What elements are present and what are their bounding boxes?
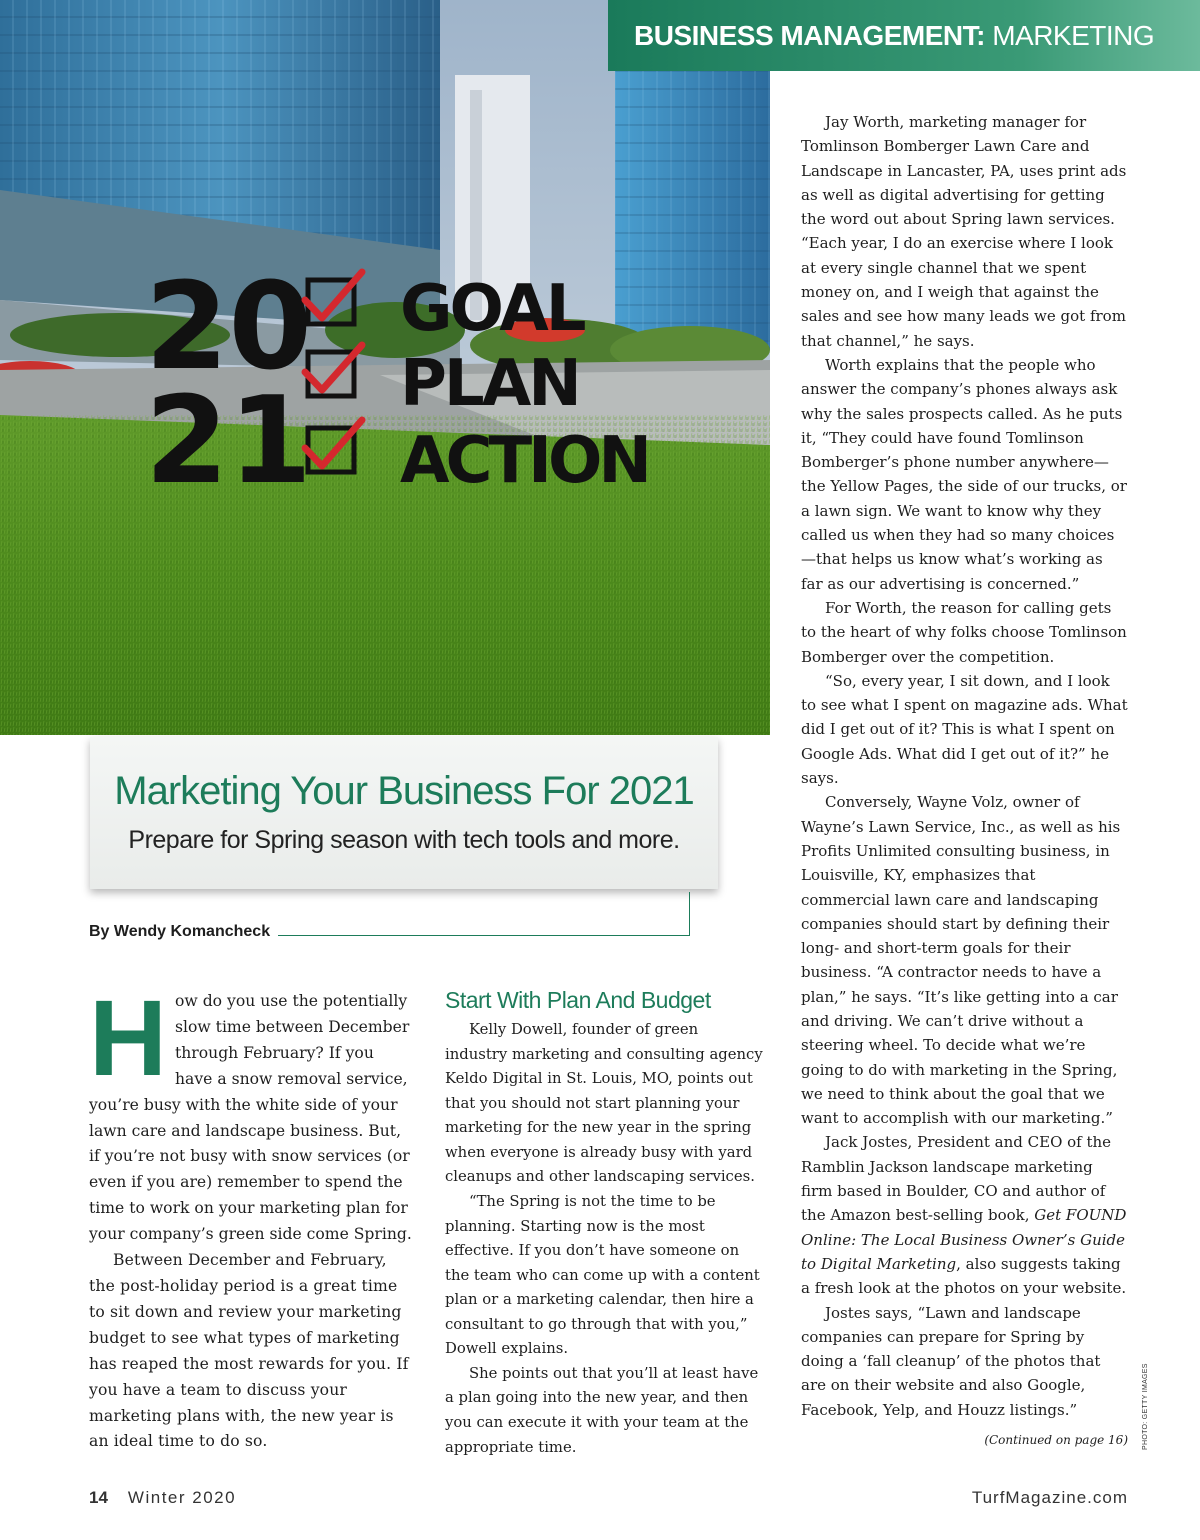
photo-credit: PHOTO: GETTY IMAGES — [1142, 1363, 1149, 1450]
hero-year-top: 20 — [145, 258, 312, 397]
text-run: Jack Jostes, President and CEO of the Ramblin Jackson landscape marketing firm based in Boulder, CO and author of the Amazon best-selling book, — [801, 1133, 1112, 1225]
text-run: , also suggests taking a fresh look at the photos on your website. — [801, 1254, 1127, 1298]
paragraph — [801, 1130, 1128, 1300]
paragraph: Kelly Dowell, founder of green industry marketing and consulting agency Keldo Digital in St. Louis, MO, points out that you should not start planning your marketing for the new year in the spring when everyone is already busy with yard cleanups and other landscaping services. — [445, 1021, 763, 1186]
paragraph: For Worth, the reason for calling gets to the heart of why folks choose Tomlinson Bomberger over the competition. — [801, 598, 1127, 666]
paragraph: “So, every year, I sit down, and I look to see what I spent on magazine ads. What did I get out of it? This is what I spent on Google Ads. What did I get out of it?” he says. — [801, 671, 1128, 788]
paragraph: “The Spring is not the time to be planning. Starting now is the most effective. If you don’t have someone on the team who can come up with a content plan or a marketing calendar, then hire a consultant to go through that with you,” Dowell explains. — [445, 1192, 760, 1358]
continued-note: (Continued on page 16) — [984, 1433, 1128, 1448]
footer-site: TurfMagazine.com — [971, 1488, 1128, 1507]
drop-cap: H — [89, 977, 167, 1098]
subsection-label: MARKETING — [992, 20, 1155, 51]
hero-image — [0, 0, 770, 735]
book-title: Get FOUND Online: The Local Business Owner’s Guide to Digital Marketing — [801, 1206, 1127, 1273]
byline: By Wendy Komancheck — [89, 923, 278, 941]
section-label: BUSINESS MANAGEMENT: — [634, 20, 985, 51]
column-3 — [801, 110, 1128, 1452]
paragraph: ow do you use the potentially slow time between December through February? If you have a snow removal service, you’re busy with the white side of your lawn care and landscape business. But, if you’re not busy with snow services (or even if you are) remember to spend the time to work on your marketing plan for your company’s green side come Spring. — [89, 992, 412, 1244]
byline-rule-vertical — [689, 892, 690, 936]
paragraph: Between December and February, the post-holiday period is a great time to sit down and review your marketing budget to see what types of marketing has reaped the most rewards for you. If you have a team to discuss your marketing plans with, the new year is an ideal time to do so. — [89, 1251, 409, 1451]
hero-year-bottom: 21 — [145, 372, 312, 511]
hero-word-plan: PLAN — [400, 347, 579, 421]
footer-left — [89, 1488, 236, 1508]
title-card — [90, 737, 718, 889]
hero-word-action: ACTION — [400, 424, 648, 498]
byline-rule-horizontal — [242, 935, 690, 936]
paragraph: Jostes says, “Lawn and landscape companies can prepare for Spring by doing a ‘fall cleanup’ of the photos that are on their website and also Google, Facebook, Yelp, and Houzz listings.” — [801, 1303, 1101, 1419]
section-subhead: Start With Plan And Budget — [445, 987, 711, 1013]
column-2 — [445, 986, 765, 1460]
paragraph: Conversely, Wayne Volz, owner of Wayne’s Lawn Service, Inc., as well as his Profits Unlimited consulting business, in Louisville, KY, emphasizes that commercial lawn care and landscaping companies should start by defining their long- and short-term goals for their business. “A contractor needs to have a plan,” he says. “It’s like getting into a car and driving. We can’t drive without a steering wheel. To decide what we’re going to do with marketing in the Spring, we need to think about the goal that we want to accomplish with our marketing.” — [801, 793, 1121, 1128]
article-subtitle: Prepare for Spring season with tech tools and more. — [128, 826, 680, 854]
issue-label: Winter 2020 — [127, 1488, 237, 1507]
hero-word-goal: GOAL — [400, 272, 584, 346]
paragraph: Worth explains that the people who answer the company’s phones always ask why the sales prospects called. As he puts it, “They could have found Tomlinson Bomberger’s phone number anywhere—the Yellow Pages, the side of our trucks, or a lawn sign. We want to know why they called us when they had so many choices—that helps us know what’s working as far as our advertising is concerned.” — [801, 355, 1127, 593]
article-title: Marketing Your Business For 2021 — [114, 769, 694, 813]
section-banner — [608, 0, 1200, 71]
page-number: 14 — [89, 1488, 108, 1507]
column-1 — [89, 977, 415, 1455]
paragraph: She points out that you’ll at least have a plan going into the new year, and then you can execute it with your team at the appropriate time. — [445, 1364, 759, 1456]
paragraph: Jay Worth, marketing manager for Tomlinson Bomberger Lawn Care and Landscape in Lancaster, PA, uses print ads as well as digital advertising for getting the word out about Spring lawn services. “Each year, I do an exercise where I look at every single channel that we spent money on, and I weigh that against the sales and see how many leads we got from that channel,” he says. — [801, 113, 1127, 350]
hero-illustration — [0, 0, 770, 735]
